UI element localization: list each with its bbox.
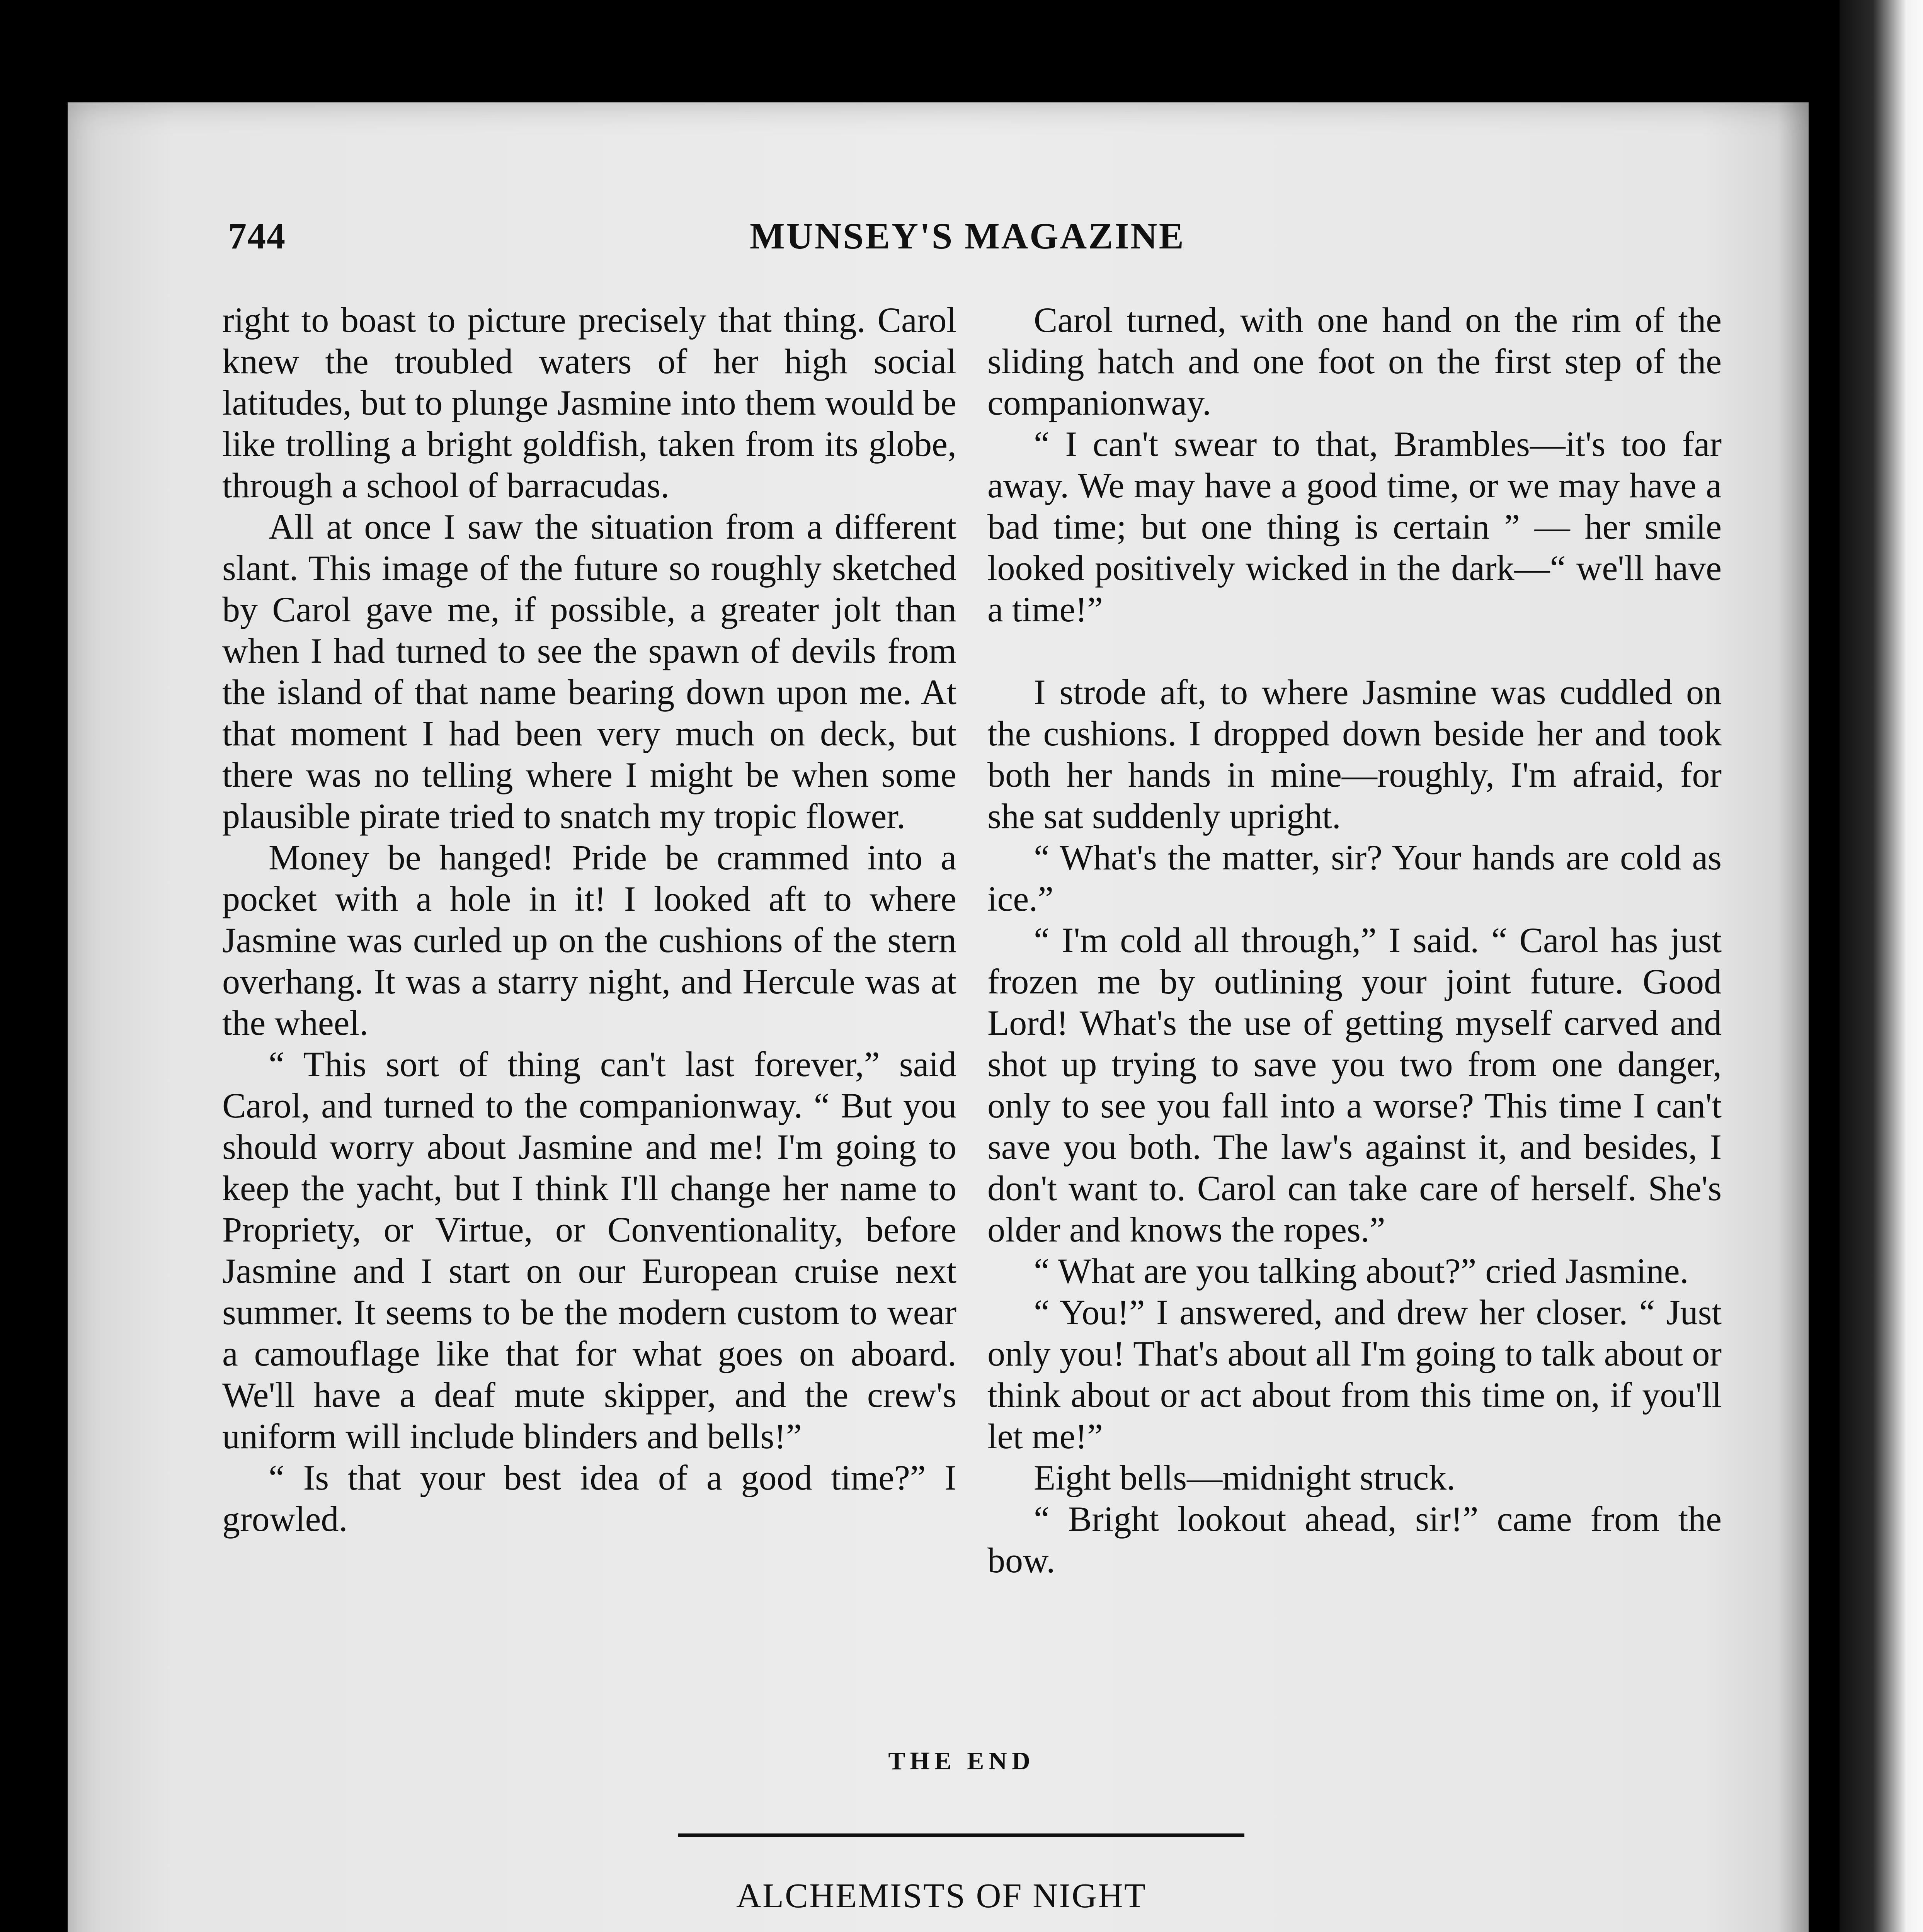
paragraph: “ Is that your best idea of a good time?” I growled. xyxy=(222,1458,956,1539)
paragraph: right to boast to picture precisely that thing. Carol knew the troubled waters of her high social latitudes, but to plunge Jasmine into them would be like trolling a bright goldfish, taken from its globe, through a school of barracudas. xyxy=(222,300,956,505)
paragraph: “ I'm cold all through,” I said. “ Carol has just frozen me by outlining your joint future. Good Lord! What's the use of getting myself carved and shot up trying to save you two from one danger, only to see you fall into a worse? This time I can't save you both. The law's against it, and besides, I don't want to. Carol can take care of herself. She's older and knows the ropes.” xyxy=(987,920,1722,1249)
running-head: MUNSEY'S MAGAZINE xyxy=(750,215,1185,257)
paragraph: Carol turned, with one hand on the rim of the sliding hatch and one foot on the first step of the companionway. xyxy=(987,300,1722,422)
left-column xyxy=(222,299,956,1540)
page-number: 744 xyxy=(228,215,286,257)
right-column xyxy=(987,299,1722,1581)
gutter-shadow xyxy=(1778,102,1840,1932)
paragraph: “ This sort of thing can't last forever,” said Carol, and turned to the companionway. “ But you should worry about Jasmine and me! I'm going to keep the yacht, but I think I'll change her name to Propriety, or Virtue, or Conventionality, before Jasmine and I start on our European cruise next summer. It seems to be the modern custom to wear a camouflage like that for what goes on aboard. We'll have a deaf mute skipper, and the crew's uniform will include blinders and bells!” xyxy=(222,1044,956,1456)
paragraph: “ What's the matter, sir? Your hands are cold as ice.” xyxy=(987,838,1722,918)
paragraph: Money be hanged! Pride be crammed into a pocket with a hole in it! I looked aft to where Jasmine was curled up on the cushions of the stern overhang. It was a starry night, and Hercule was at the wheel. xyxy=(222,838,956,1043)
the-end-label: THE END xyxy=(888,1747,1035,1775)
section-divider xyxy=(678,1833,1244,1837)
paragraph: “ What are you talking about?” cried Jasmine. xyxy=(1034,1251,1689,1291)
paragraph: Eight bells—midnight struck. xyxy=(1034,1458,1456,1497)
paragraph: “ You!” I answered, and drew her closer. “ Just only you! That's about all I'm going to talk about or think about or act about from this time on, if you'll let me!” xyxy=(987,1293,1722,1456)
poem-title: ALCHEMISTS OF NIGHT xyxy=(736,1877,1147,1915)
paragraph: “ I can't swear to that, Brambles—it's too far away. We may have a good time, or we may have a bad time; but one thing is certain ” — her smile looked positively wicked in the dark—“ we'll have a time!” xyxy=(987,424,1722,629)
paragraph: I strode aft, to where Jasmine was cuddled on the cushions. I dropped down beside her and took both her hands in mine—roughly, I'm afraid, for she sat suddenly upright. xyxy=(987,672,1722,836)
adjacent-page-edge xyxy=(1840,0,1923,1932)
paragraph: “ Bright lookout ahead, sir!” came from the bow. xyxy=(987,1499,1722,1580)
paragraph: All at once I saw the situation from a different slant. This image of the future so roughly sketched by Carol gave me, if possible, a greater jolt than when I had turned to see the spawn of devils from the island of that name bearing down upon me. At that moment I had been very much on deck, but there was no telling where I might be when some plausible pirate tried to snatch my tropic flower. xyxy=(222,507,956,836)
